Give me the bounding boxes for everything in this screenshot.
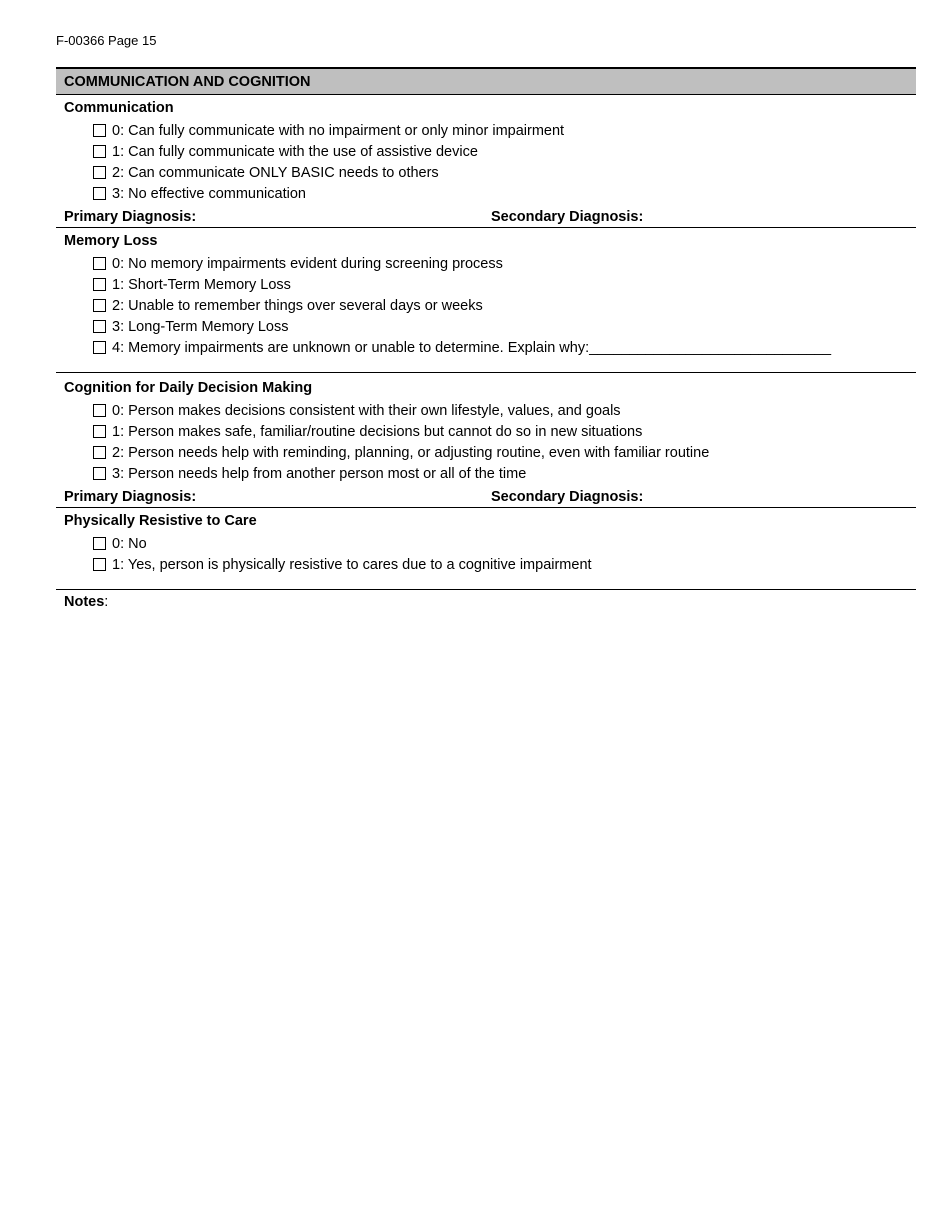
memory-loss-options	[56, 253, 916, 372]
communication-cognition-form	[56, 67, 916, 610]
option-label: 3: No effective communication	[112, 185, 306, 202]
checkbox[interactable]	[93, 404, 106, 417]
cognition-option-1[interactable]	[93, 421, 916, 442]
checkbox[interactable]	[93, 341, 106, 354]
option-label: 1: Can fully communicate with the use of assistive device	[112, 143, 478, 160]
resistive-heading: Physically Resistive to Care	[64, 513, 257, 529]
cognition-heading: Cognition for Daily Decision Making	[64, 380, 313, 396]
option-label: 2: Person needs help with reminding, planning, or adjusting routine, even with familiar routine	[112, 444, 710, 461]
option-label: 0: Can fully communicate with no impairment or only minor impairment	[112, 122, 565, 139]
page-header: F-00366 Page 15	[56, 33, 157, 48]
communication-option-1[interactable]	[93, 141, 916, 162]
checkbox[interactable]	[93, 537, 106, 550]
memory-option-4[interactable]	[93, 337, 916, 358]
divider	[56, 372, 916, 373]
cognition-option-2[interactable]	[93, 442, 916, 463]
communication-options	[56, 120, 916, 204]
notes-field[interactable]	[56, 590, 916, 610]
checkbox[interactable]	[93, 425, 106, 438]
secondary-diagnosis-label: Secondary Diagnosis:	[491, 209, 644, 225]
checkbox[interactable]	[93, 166, 106, 179]
secondary-diagnosis-label: Secondary Diagnosis:	[491, 489, 644, 505]
option-label: 1: Short-Term Memory Loss	[112, 276, 291, 293]
checkbox[interactable]	[93, 467, 106, 480]
communication-option-3[interactable]	[93, 183, 916, 204]
communication-option-2[interactable]	[93, 162, 916, 183]
resistive-option-1[interactable]	[93, 554, 916, 575]
checkbox[interactable]	[93, 299, 106, 312]
memory-option-1[interactable]	[93, 274, 916, 295]
option-label: 4: Memory impairments are unknown or unable to determine. Explain why:______________________________	[112, 339, 832, 356]
checkbox[interactable]	[93, 145, 106, 158]
option-label: 3: Person needs help from another person most or all of the time	[112, 465, 527, 482]
option-label: 0: No memory impairments evident during screening process	[112, 255, 503, 272]
option-label: 0: Person makes decisions consistent with their own lifestyle, values, and goals	[112, 402, 621, 419]
notes-label: Notes	[64, 594, 105, 610]
option-label: 1: Yes, person is physically resistive to cares due to a cognitive impairment	[112, 556, 592, 573]
communication-heading: Communication	[64, 100, 174, 116]
checkbox[interactable]	[93, 124, 106, 137]
checkbox[interactable]	[93, 320, 106, 333]
cognition-diagnosis-row	[56, 484, 916, 508]
cognition-option-0[interactable]	[93, 400, 916, 421]
primary-diagnosis-label: Primary Diagnosis:	[64, 489, 197, 505]
option-label: 3: Long-Term Memory Loss	[112, 318, 289, 335]
memory-option-0[interactable]	[93, 253, 916, 274]
option-label: 0: No	[112, 535, 147, 552]
option-label: 2: Can communicate ONLY BASIC needs to others	[112, 164, 439, 181]
option-label: 1: Person makes safe, familiar/routine decisions but cannot do so in new situations	[112, 423, 643, 440]
communication-diagnosis-row	[56, 204, 916, 228]
communication-option-0[interactable]	[93, 120, 916, 141]
section-title: COMMUNICATION AND COGNITION	[56, 67, 916, 95]
checkbox[interactable]	[93, 558, 106, 571]
checkbox[interactable]	[93, 278, 106, 291]
memory-option-2[interactable]	[93, 295, 916, 316]
option-label: 2: Unable to remember things over several days or weeks	[112, 297, 483, 314]
memory-loss-heading: Memory Loss	[64, 233, 158, 249]
cognition-option-3[interactable]	[93, 463, 916, 484]
resistive-option-0[interactable]	[93, 533, 916, 554]
primary-diagnosis-label: Primary Diagnosis:	[64, 209, 197, 225]
checkbox[interactable]	[93, 257, 106, 270]
resistive-options	[56, 533, 916, 589]
memory-option-3[interactable]	[93, 316, 916, 337]
checkbox[interactable]	[93, 187, 106, 200]
notes-colon: :	[104, 594, 109, 610]
checkbox[interactable]	[93, 446, 106, 459]
cognition-options	[56, 400, 916, 484]
